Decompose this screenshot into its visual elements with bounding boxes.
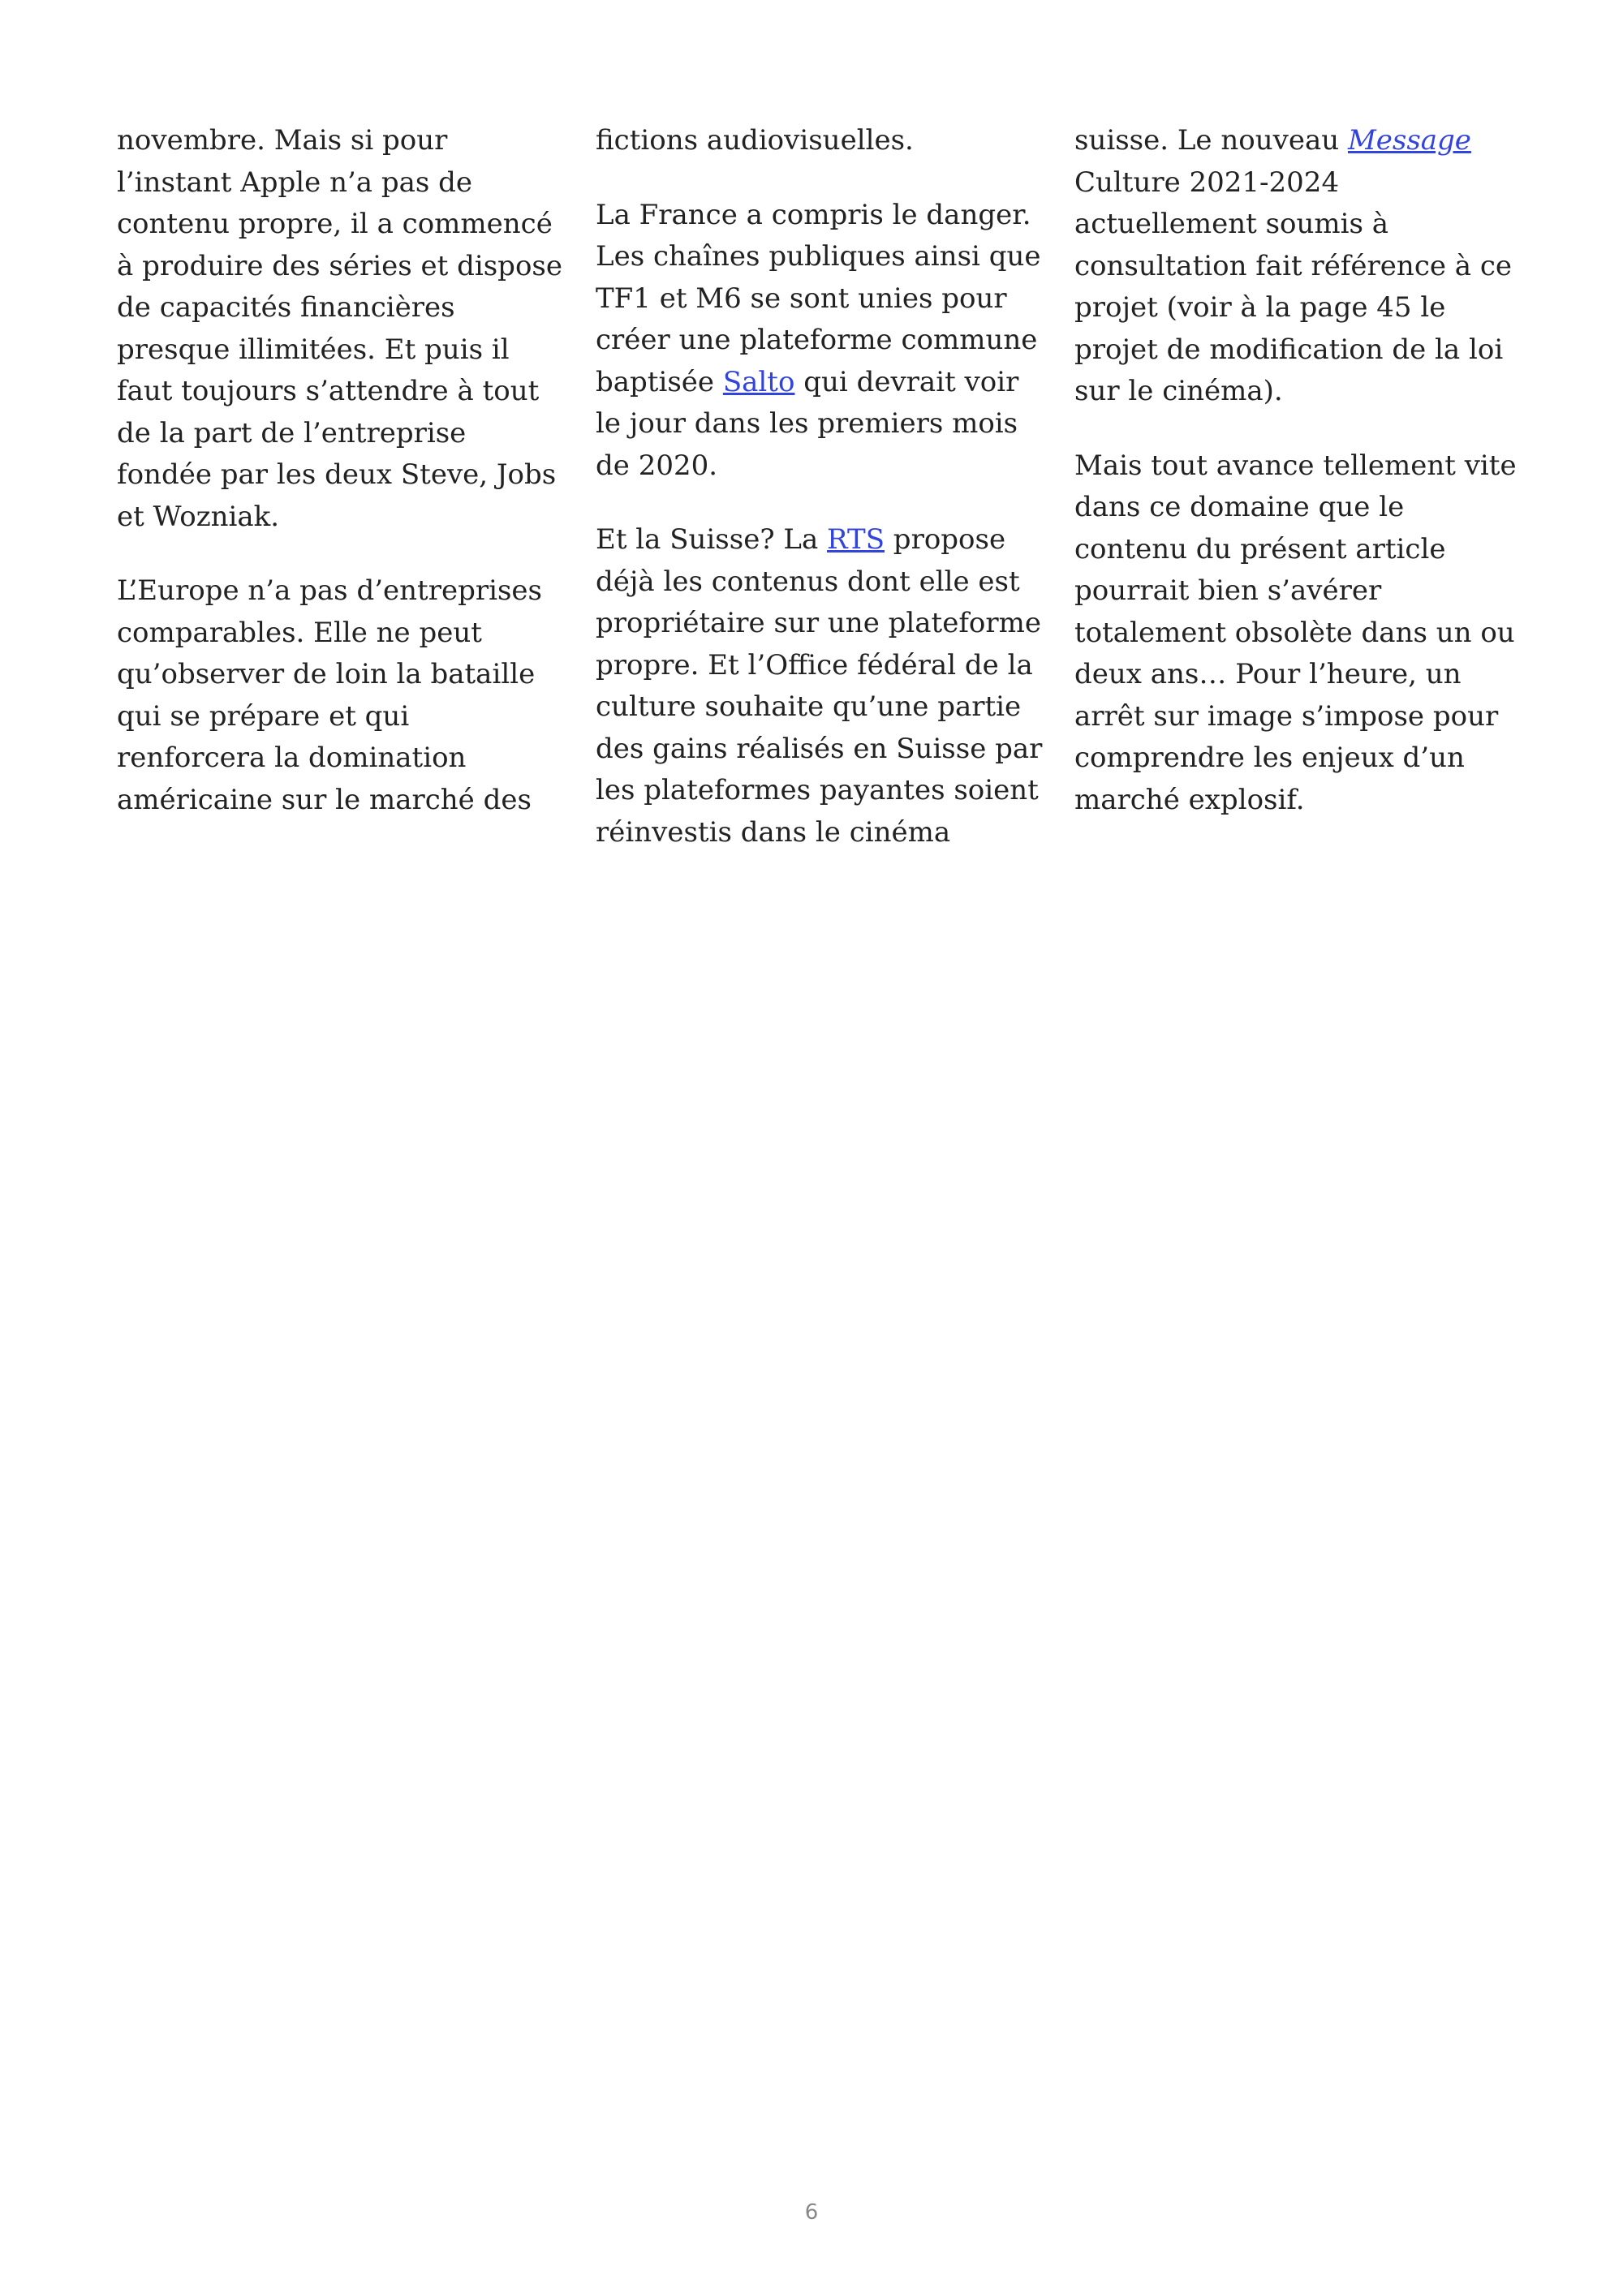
text-line: contenu du présent article [1074,532,1446,565]
paragraph [596,519,1043,853]
text-line: novembre. Mais si pour [117,124,448,157]
text-line: contenu propre, il a commencé [117,208,553,240]
text-line: totalement obsolète dans un ou [1074,616,1515,649]
paragraph [596,195,1041,488]
page-number: 6 [804,2200,819,2225]
paragraph [117,120,562,538]
text-line: sur le cinéma). [1074,375,1283,407]
text-line: dans ce domaine que le [1074,491,1405,523]
text-line: propriétaire sur une plateforme [596,607,1041,639]
text-fragment: suisse. Le nouveau [1074,124,1348,157]
text-line: des gains réalisés en Suisse par [596,732,1043,765]
link-salto[interactable]: Salto [722,365,795,398]
text-line: américaine sur le marché des [117,783,532,816]
text-line: fondée par les deux Steve, Jobs [117,458,557,491]
link-message[interactable]: Message [1347,124,1471,157]
column-1 [117,120,562,853]
text-line: consultation fait référence à ce [1074,249,1513,282]
text-line: projet (voir à la page 45 le [1074,291,1446,324]
text-line: qu’observer de loin la bataille [117,658,536,690]
paragraph [1074,445,1517,822]
text-line: comparables. Elle ne peut [117,616,482,649]
text-line: le jour dans les premiers mois [596,407,1018,440]
text-line: et Wozniak. [117,500,280,533]
text-line [1074,120,1513,162]
text-line: Les chaînes publiques ainsi que [596,240,1041,273]
text-line: qui se prépare et qui [117,699,410,733]
text-line: actuellement soumis à [1074,208,1389,240]
text-line: faut toujours s’attendre à tout [117,375,540,407]
text-line: propre. Et l’Office fédéral de la [596,648,1033,681]
text-line: de 2020. [596,449,718,482]
text-line: Culture 2021-2024 [1074,166,1340,199]
text-line: deux ans… Pour l’heure, un [1074,658,1462,690]
text-line: de la part de l’entreprise [117,416,467,449]
text-line: pourrait bien s’avérer [1074,574,1382,607]
text-line: marché explosif. [1074,783,1305,816]
text-line: comprendre les enjeux d’un [1074,742,1465,774]
paragraph [117,570,555,821]
text-line: l’instant Apple n’a pas de [117,166,473,199]
text-line: presque illimitées. Et puis il [117,333,510,366]
text-line: déjà les contenus dont elle est [596,565,1020,598]
text-line: culture souhaite qu’une partie [596,690,1022,723]
text-line: renforcera la domination [117,742,467,774]
link-rts[interactable]: RTS [827,523,885,556]
column-3 [1074,120,1517,853]
text-line [596,362,1034,404]
column-2 [596,120,1043,886]
text-line [596,519,1034,561]
text-fragment: propose [885,523,1006,556]
text-line: réinvestis dans le cinéma [596,815,951,849]
text-line: fictions audiovisuelles. [596,124,914,157]
text-line: Mais tout avance tellement vite [1074,449,1517,482]
paragraph [596,120,1034,162]
text-fragment: baptisée [596,365,723,398]
article-columns [117,120,1517,850]
paragraph [1074,120,1513,413]
text-fragment: qui devrait voir [794,365,1019,398]
text-fragment: Et la Suisse? La [596,523,828,556]
text-line: à produire des séries et dispose [117,249,562,282]
text-line: La France a compris le danger. [596,198,1031,231]
text-line: de capacités financières [117,291,455,324]
text-line: les plateformes payantes soient [596,774,1039,806]
text-line: L’Europe n’a pas d’entreprises [117,574,542,607]
text-line: arrêt sur image s’impose pour [1074,699,1499,733]
text-line: créer une plateforme commune [596,324,1038,356]
text-line: TF1 et M6 se sont unies pour [596,282,1007,315]
text-line: projet de modification de la loi [1074,333,1504,366]
